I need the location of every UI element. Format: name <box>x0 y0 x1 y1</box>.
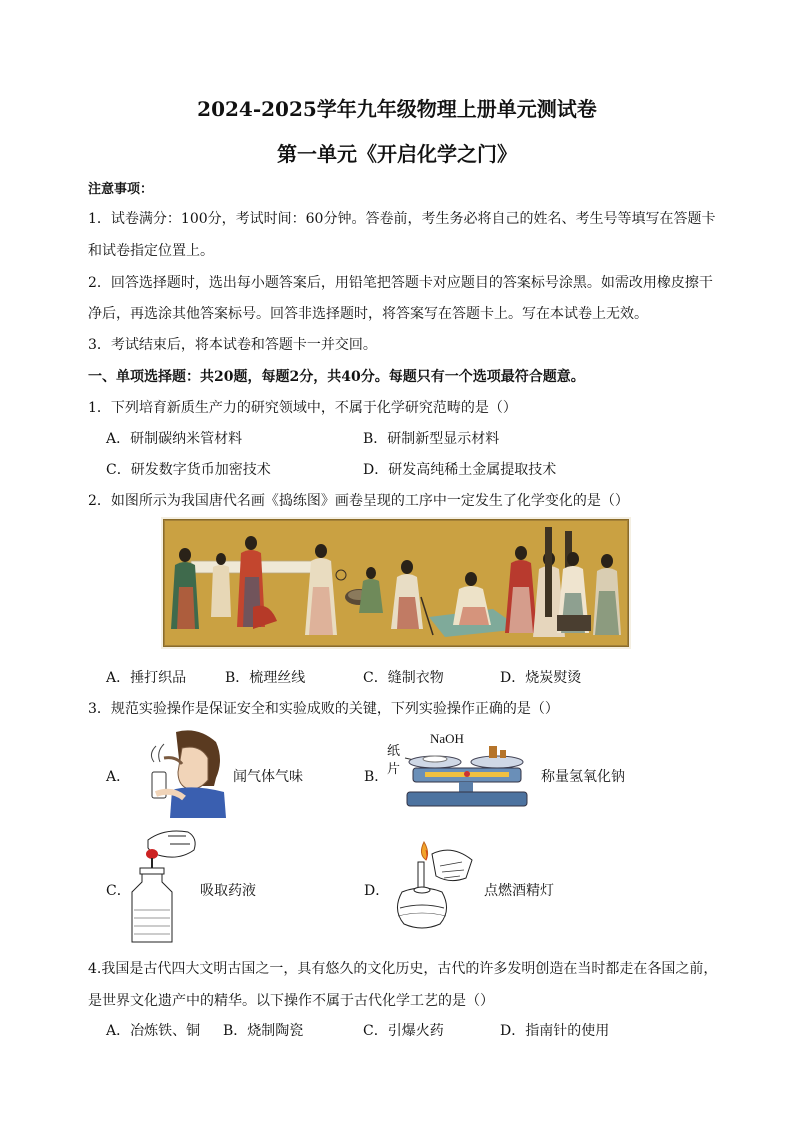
dropper-figure <box>128 826 200 946</box>
q4-stem-line-1: 4.我国是古代四大文明古国之一，具有悠久的文化历史，古代的许多发明创造在当时都走在各国之前， <box>88 961 718 977</box>
q2-option-b: B．梳理丝线 <box>225 670 306 686</box>
alcohol-lamp-figure <box>388 840 480 932</box>
page-subtitle: 第一单元《开启化学之门》 <box>277 142 517 166</box>
q4-option-a: A．冶炼铁、铜 <box>106 1023 201 1039</box>
q1-option-b: B．研制新型显示材料 <box>363 431 500 447</box>
notes-line-2: 和试卷指定位置上。 <box>88 243 214 259</box>
notes-line-4: 净后，再选涂其他答案标号。回答非选择题时，将答案写在答题卡上。写在本试卷上无效。 <box>88 306 648 322</box>
q4-stem-line-2: 是世界文化遗产中的精华。以下操作不属于古代化学工艺的是（） <box>88 993 494 1009</box>
balance-label-paper-1: 纸 <box>387 744 401 759</box>
smell-gas-icon <box>142 728 226 818</box>
q3-option-c-letter: C． <box>106 883 131 899</box>
section-heading: 一、单项选择题：共20题，每题2分，共40分。每题只有一个选项最符合题意。 <box>88 369 585 385</box>
painting-figure <box>161 517 631 649</box>
q1-stem: 1．下列培育新质生产力的研究领域中，不属于化学研究范畴的是（） <box>88 400 517 416</box>
q1-option-c: C．研发数字货币加密技术 <box>106 462 271 478</box>
balance-label-paper-2: 片 <box>387 762 401 777</box>
q2-stem: 2．如图所示为我国唐代名画《捣练图》画卷呈现的工序中一定发生了化学变化的是（） <box>88 493 629 509</box>
dropper-icon <box>128 826 200 946</box>
q1-option-a: A．研制碳纳米管材料 <box>106 431 243 447</box>
q3-option-b-text: 称量氢氧化钠 <box>541 769 625 785</box>
page-title: 2024-2025学年九年级物理上册单元测试卷 <box>197 97 597 121</box>
balance-label-naoh: NaOH <box>430 731 464 746</box>
q3-option-a-text: 闻气体气味 <box>233 769 303 785</box>
q3-option-c-text: 吸取药液 <box>200 883 256 899</box>
q3-option-b-letter: B． <box>364 769 389 785</box>
q2-option-d: D．烧炭熨烫 <box>500 670 582 686</box>
q2-option-a: A．捶打织品 <box>106 670 187 686</box>
smell-gas-figure <box>142 728 226 818</box>
notes-line-1: 1．试卷满分：100分，考试时间：60分钟。答卷前，考生务必将自己的姓名、考生号等填写在答题卡 <box>88 211 716 227</box>
q3-option-d-letter: D． <box>364 883 390 899</box>
notes-heading: 注意事项： <box>88 182 154 197</box>
q3-option-a-letter: A． <box>106 769 131 785</box>
alcohol-lamp-icon <box>388 840 480 932</box>
q1-option-d: D．研发高纯稀土金属提取技术 <box>363 462 557 478</box>
q3-option-d-text: 点燃酒精灯 <box>484 883 554 899</box>
notes-line-3: 2．回答选择题时，选出每小题答案后，用铅笔把答题卡对应题目的答案标号涂黑。如需改用橡皮擦干 <box>88 275 713 291</box>
q4-option-b: B．烧制陶瓷 <box>223 1023 304 1039</box>
balance-icon <box>385 728 535 810</box>
q4-option-d: D．指南针的使用 <box>500 1023 610 1039</box>
notes-line-5: 3．考试结束后，将本试卷和答题卡一并交回。 <box>88 337 377 353</box>
q3-stem: 3．规范实验操作是保证安全和实验成败的关键，下列实验操作正确的是（） <box>88 701 559 717</box>
balance-figure <box>385 728 535 810</box>
painting-image <box>161 517 631 649</box>
q4-option-c: C．引爆火药 <box>363 1023 444 1039</box>
q2-option-c: C．缝制衣物 <box>363 670 444 686</box>
